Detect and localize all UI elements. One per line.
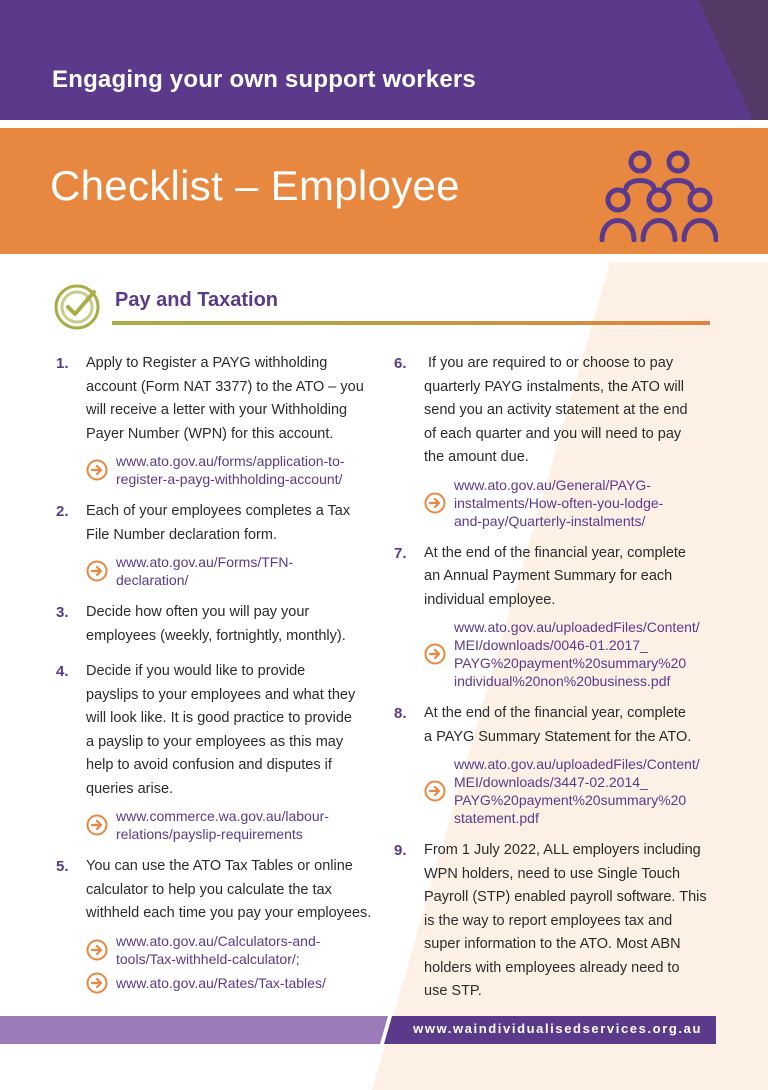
title-banner [0,128,768,254]
item-text-line: a PAYG Summary Statement for the ATO. [424,728,692,745]
item-text-line: quarterly PAYG instalments, the ATO will [424,378,685,395]
link-text-line[interactable]: tools/Tax-withheld-calculator/; [116,950,300,967]
list-item [56,601,382,648]
item-text-line: calculator to help you calculate the tax [86,881,332,898]
item-text-line: File Number declaration form. [86,526,277,543]
list-item [56,352,382,488]
item-text-line: is the way to report employees tax and [424,912,673,929]
item-text-line: employees (weekly, fortnightly, monthly). [86,627,346,644]
people-group-icon [598,140,718,242]
link-text-line[interactable]: www.ato.gov.au/General/PAYG- [454,476,651,493]
item-text-line: From 1 July 2022, ALL employers including [424,842,701,858]
item-text-line: Payroll (STP) enabled payroll software. This [424,889,707,905]
item-text-line: of each quarter and you will need to pay [424,425,682,442]
item-text-line: You can use the ATO Tax Tables or online [86,858,353,874]
item-text-line: At the end of the financial year, complete [424,544,686,561]
resource-link[interactable] [424,755,724,827]
item-text-line: Decide if you would like to provide [86,663,306,679]
footer-url[interactable]: www.waindividualisedservices.org.au [413,1021,702,1036]
item-number: 7. [394,544,407,562]
arrow-right-circle-icon [424,492,446,514]
item-number: 3. [56,604,69,621]
link-text-line[interactable]: www.ato.gov.au/uploadedFiles/Content/ [454,756,700,772]
header-title: Engaging your own support workers [52,66,476,93]
resource-link[interactable] [86,932,382,968]
item-number: 5. [56,858,69,875]
link-text-line[interactable]: relations/payslip-requirements [116,826,303,842]
page-header [0,0,768,120]
item-number: 8. [394,705,407,722]
link-text-line[interactable]: www.ato.gov.au/Rates/Tax-tables/ [116,974,326,991]
list-item [394,542,724,691]
section-divider [112,321,710,325]
item-text-line: the amount due. [424,449,529,465]
item-text-line: withheld each time you pay your employees. [86,905,372,921]
item-text-line: WPN holders, need to use Single Touch [424,865,681,882]
resource-link[interactable] [424,476,724,530]
link-text-line[interactable]: and-pay/Quarterly-instalments/ [454,512,646,529]
link-text-line[interactable]: www.ato.gov.au/Calculators-and- [116,932,321,949]
item-number: 1. [56,355,69,372]
item-text-line: payslips to your employees and what they [86,686,356,703]
list-item [394,839,724,1004]
item-text-line: a payslip to your employees as this may [86,733,344,750]
list-item [394,352,724,530]
resource-link[interactable] [86,452,382,488]
arrow-right-circle-icon [86,814,108,836]
page-title: Checklist – Employee [50,162,460,209]
list-item [394,702,724,827]
arrow-right-circle-icon [86,939,108,961]
link-text-line[interactable]: MEI/downloads/3447-02.2014_ [454,774,648,790]
item-text-line: Payer Number (WPN) for this account. [86,425,334,442]
item-number: 6. [394,355,407,372]
item-text-line: If you are required to or choose to pay [424,355,674,371]
header-corner-shape [628,0,768,120]
link-text-line[interactable]: PAYG%20payment%20summary%20 [454,792,687,808]
item-text-line: holders with employees already need to [424,959,680,976]
link-text-line[interactable]: instalments/How-often-you-lodge- [454,494,664,511]
item-text-line: individual employee. [424,591,556,608]
left-column [56,352,382,1004]
item-text-line: will look like. It is good practice to provide [86,710,352,726]
link-text-line[interactable]: individual%20non%20business.pdf [454,673,671,689]
item-text-line: use STP. [424,983,482,999]
link-text-line[interactable]: register-a-payg-withholding-account/ [116,471,343,487]
item-text-line: an Annual Payment Summary for each [424,568,673,584]
arrow-right-circle-icon [424,643,446,665]
arrow-right-circle-icon [86,972,108,994]
arrow-right-circle-icon [86,560,108,582]
link-text-line[interactable]: www.commerce.wa.gov.au/labour- [116,808,329,824]
arrow-right-circle-icon [86,459,108,481]
section-title: Pay and Taxation [115,289,279,311]
link-text-line[interactable]: www.ato.gov.au/uploadedFiles/Content/ [454,619,700,635]
resource-link[interactable] [424,618,724,690]
link-text-line[interactable]: www.ato.gov.au/Forms/TFN- [116,554,294,570]
item-number: 2. [56,503,69,520]
resource-link[interactable] [86,553,382,589]
item-number: 4. [56,663,69,680]
link-text-line[interactable]: statement.pdf [454,810,539,826]
item-text-line: queries arise. [86,780,174,797]
item-text-line: At the end of the financial year, complete [424,705,686,721]
link-text-line[interactable]: declaration/ [116,572,189,588]
check-circle-icon [52,282,102,332]
list-item [56,500,382,589]
right-column [394,352,724,1016]
list-item [56,855,382,992]
item-text-line: send you an activity statement at the end [424,402,688,418]
link-text-line[interactable]: www.ato.gov.au/forms/application-to- [116,453,345,469]
link-text-line[interactable]: MEI/downloads/0046-01.2017_ [454,637,648,653]
item-number: 9. [394,842,407,859]
item-text-line: super information to the ATO. Most ABN [424,936,681,952]
item-text-line: Decide how often you will pay your [86,604,310,620]
arrow-right-circle-icon [424,780,446,802]
list-item [56,660,382,843]
resource-link[interactable] [86,807,382,843]
link-text-line[interactable]: PAYG%20payment%20summary%20 [454,655,687,671]
item-text-line: will receive a letter with your Withholding [86,402,348,418]
resource-link[interactable] [86,974,382,992]
item-text-line: Apply to Register a PAYG withholding [86,355,328,371]
item-text-line: account (Form NAT 3377) to the ATO – you [86,378,364,395]
item-text-line: help to avoid confusion and disputes if [86,757,332,773]
item-text-line: Each of your employees completes a Tax [86,503,351,519]
